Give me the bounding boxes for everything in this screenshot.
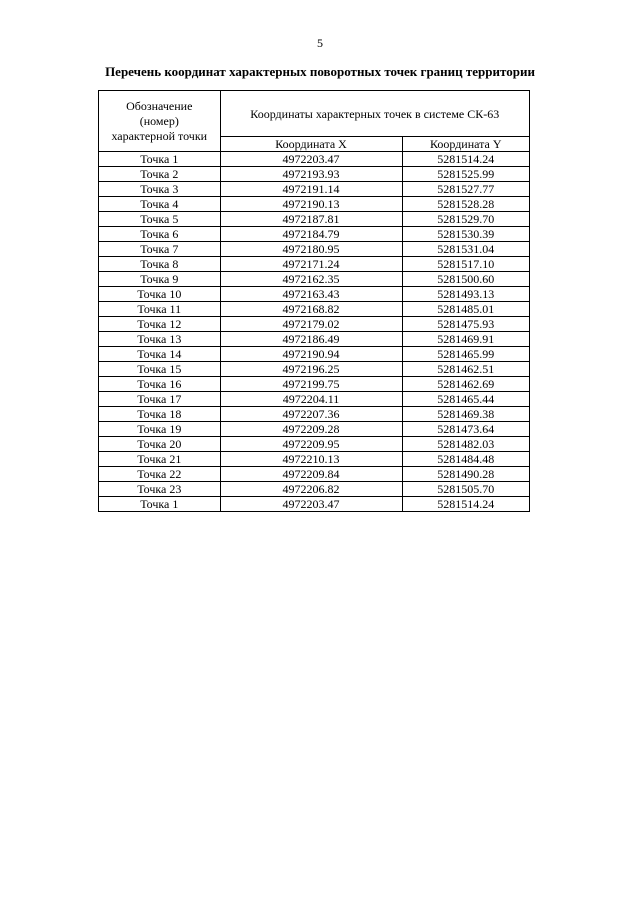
- coordinate-x-cell: 4972209.28: [220, 422, 402, 437]
- point-name-cell: Точка 2: [99, 167, 221, 182]
- coordinate-y-cell: 5281517.10: [402, 257, 529, 272]
- table-row: [99, 437, 530, 452]
- table-row: [99, 197, 530, 212]
- coordinate-x-cell: 4972184.79: [220, 227, 402, 242]
- point-name-cell: Точка 12: [99, 317, 221, 332]
- coordinate-y-cell: 5281465.44: [402, 392, 529, 407]
- coordinate-y-cell: 5281531.04: [402, 242, 529, 257]
- coordinate-x-cell: 4972210.13: [220, 452, 402, 467]
- point-name-cell: Точка 11: [99, 302, 221, 317]
- point-name-cell: Точка 10: [99, 287, 221, 302]
- coordinate-x-cell: 4972196.25: [220, 362, 402, 377]
- header-name-line3: характерной точки: [111, 128, 208, 143]
- coordinate-x-cell: 4972187.81: [220, 212, 402, 227]
- table-row: [99, 152, 530, 167]
- coordinate-y-cell: 5281493.13: [402, 287, 529, 302]
- header-coordinate-x: Координата X: [220, 137, 402, 152]
- table-row: [99, 317, 530, 332]
- coordinate-y-cell: 5281475.93: [402, 317, 529, 332]
- table-row: [99, 287, 530, 302]
- coordinate-x-cell: 4972179.02: [220, 317, 402, 332]
- coordinate-y-cell: 5281528.28: [402, 197, 529, 212]
- coordinate-x-cell: 4972204.11: [220, 392, 402, 407]
- coordinate-y-cell: 5281505.70: [402, 482, 529, 497]
- table-row: [99, 272, 530, 287]
- coordinate-y-cell: 5281490.28: [402, 467, 529, 482]
- coordinate-y-cell: 5281462.69: [402, 377, 529, 392]
- coordinates-table: [98, 90, 530, 512]
- point-name-cell: Точка 14: [99, 347, 221, 362]
- point-name-cell: Точка 8: [99, 257, 221, 272]
- point-name-cell: Точка 5: [99, 212, 221, 227]
- table-row: [99, 497, 530, 512]
- coordinate-y-cell: 5281527.77: [402, 182, 529, 197]
- coordinate-y-cell: 5281482.03: [402, 437, 529, 452]
- point-name-cell: Точка 20: [99, 437, 221, 452]
- coordinate-x-cell: 4972209.84: [220, 467, 402, 482]
- table-row: [99, 452, 530, 467]
- coordinate-y-cell: 5281473.64: [402, 422, 529, 437]
- table-row: [99, 182, 530, 197]
- header-name-line2: (номер): [139, 113, 179, 128]
- table-row: [99, 227, 530, 242]
- point-name-cell: Точка 13: [99, 332, 221, 347]
- coordinate-y-cell: 5281500.60: [402, 272, 529, 287]
- coordinate-y-cell: 5281462.51: [402, 362, 529, 377]
- coordinate-x-cell: 4972168.82: [220, 302, 402, 317]
- table-row: [99, 212, 530, 227]
- coordinate-x-cell: 4972162.35: [220, 272, 402, 287]
- table-row: [99, 407, 530, 422]
- table-row: [99, 392, 530, 407]
- point-name-cell: Точка 17: [99, 392, 221, 407]
- table-body: [99, 152, 530, 512]
- coordinate-x-cell: 4972207.36: [220, 407, 402, 422]
- point-name-cell: Точка 1: [99, 152, 221, 167]
- coordinate-y-cell: 5281514.24: [402, 152, 529, 167]
- point-name-cell: Точка 4: [99, 197, 221, 212]
- coordinate-y-cell: 5281485.01: [402, 302, 529, 317]
- header-row-main: [99, 91, 530, 137]
- document-title: Перечень координат характерных поворотных точек границ территории: [105, 64, 535, 79]
- table-row: [99, 257, 530, 272]
- coordinate-y-cell: 5281465.99: [402, 347, 529, 362]
- point-name-cell: Точка 22: [99, 467, 221, 482]
- coordinate-y-cell: 5281529.70: [402, 212, 529, 227]
- header-point-designation: [99, 91, 221, 152]
- page-number: 5: [317, 36, 323, 50]
- table-row: [99, 362, 530, 377]
- coordinate-y-cell: 5281525.99: [402, 167, 529, 182]
- coordinate-x-cell: 4972193.93: [220, 167, 402, 182]
- point-name-cell: Точка 16: [99, 377, 221, 392]
- point-name-cell: Точка 19: [99, 422, 221, 437]
- coordinate-x-cell: 4972209.95: [220, 437, 402, 452]
- coordinate-x-cell: 4972199.75: [220, 377, 402, 392]
- coordinate-x-cell: 4972186.49: [220, 332, 402, 347]
- coordinate-x-cell: 4972171.24: [220, 257, 402, 272]
- point-name-cell: Точка 23: [99, 482, 221, 497]
- coordinate-x-cell: 4972203.47: [220, 497, 402, 512]
- point-name-cell: Точка 3: [99, 182, 221, 197]
- coordinate-x-cell: 4972190.94: [220, 347, 402, 362]
- coordinate-y-cell: 5281514.24: [402, 497, 529, 512]
- point-name-cell: Точка 9: [99, 272, 221, 287]
- point-name-cell: Точка 15: [99, 362, 221, 377]
- header-name-line1: Обозначение: [126, 98, 193, 113]
- coordinate-x-cell: 4972203.47: [220, 152, 402, 167]
- coordinate-x-cell: 4972163.43: [220, 287, 402, 302]
- coordinate-x-cell: 4972180.95: [220, 242, 402, 257]
- coordinate-x-cell: 4972190.13: [220, 197, 402, 212]
- coordinate-x-cell: 4972191.14: [220, 182, 402, 197]
- table-row: [99, 467, 530, 482]
- coordinate-y-cell: 5281469.91: [402, 332, 529, 347]
- coordinate-y-cell: 5281530.39: [402, 227, 529, 242]
- point-name-cell: Точка 7: [99, 242, 221, 257]
- table-row: [99, 242, 530, 257]
- table-row: [99, 167, 530, 182]
- point-name-cell: Точка 6: [99, 227, 221, 242]
- point-name-cell: Точка 1: [99, 497, 221, 512]
- table-row: [99, 482, 530, 497]
- header-coordinate-y: Координата Y: [402, 137, 529, 152]
- table-header: [99, 91, 530, 152]
- coordinate-x-cell: 4972206.82: [220, 482, 402, 497]
- table-row: [99, 377, 530, 392]
- table-row: [99, 332, 530, 347]
- coordinate-y-cell: 5281469.38: [402, 407, 529, 422]
- point-name-cell: Точка 21: [99, 452, 221, 467]
- table-row: [99, 347, 530, 362]
- header-coordinate-system: Координаты характерных точек в системе СК-63: [220, 91, 529, 137]
- table-row: [99, 422, 530, 437]
- point-name-cell: Точка 18: [99, 407, 221, 422]
- table-row: [99, 302, 530, 317]
- coordinate-y-cell: 5281484.48: [402, 452, 529, 467]
